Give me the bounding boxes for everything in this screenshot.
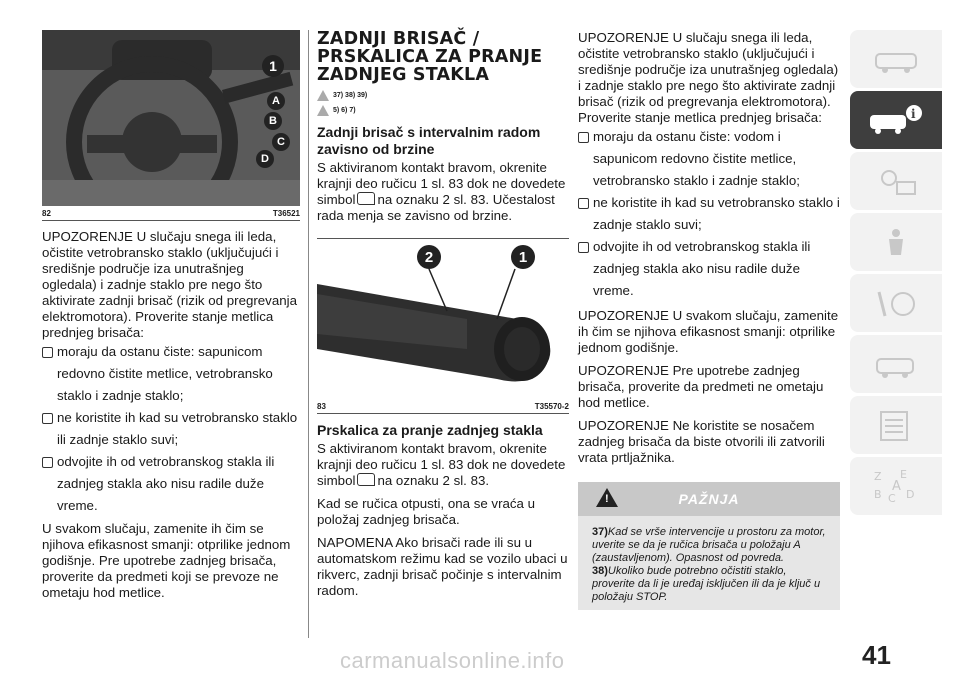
- tab-airbag-seat[interactable]: [850, 213, 942, 271]
- rear-wiper-symbol-icon: [357, 192, 375, 205]
- figure-82-marker-c: C: [272, 133, 290, 151]
- figure-82-code: T36521: [272, 209, 300, 218]
- svg-text:B: B: [874, 488, 882, 501]
- figure-83-code: T35570-2: [534, 402, 569, 411]
- right-list-item: ne koristite ih kad su vetrobransko staklo i zadnje staklo suvi;: [578, 192, 840, 236]
- svg-text:Z: Z: [874, 470, 882, 483]
- tab-warning-lights[interactable]: [850, 152, 942, 210]
- figure-82-steering-wheel-photo: [42, 30, 300, 206]
- left-outro-text: U svakom slučaju, zamenite ih čim se njihova efikasnost smanji: otprilike jednom godišnje. Pre upotrebe zadnjeg brisača, proverite da predmeti koji se prevoze ne ometaju hod metlice.: [42, 521, 291, 600]
- warning-triangle-icon: [317, 90, 329, 101]
- subheading-rear-washer: Prskalica za pranje zadnjeg stakla: [317, 422, 543, 438]
- left-list-item: odvojite ih od vetrobranskog stakla ili zadnjeg stakla ako nisu radile duže vreme.: [42, 451, 300, 517]
- left-column: [42, 30, 300, 601]
- tab-alphabet-index[interactable]: [850, 457, 942, 515]
- right-intro-text: UPOZORENJE U slučaju snega ili leda, očistite vetrobransko staklo (uključujući i središnje područje iza unutrašnjeg ogledala) i zadnje staklo pre nego što aktivirate zadnji brisač (rizik od pregrevanja elektromotora). Proverite stanje metlica prednjeg brisača:: [578, 30, 839, 125]
- figure-82-number: 82: [42, 209, 51, 218]
- right-list-item: moraju da ostanu čiste: vodom i sapunicom redovno čistite metlice, vetrobransko staklo i zadnje staklo;: [578, 126, 840, 192]
- warning-note-37: 37)Kad se vrše intervencije u prostoru za motor, uverite se da je ručica brisača u položaju A (zaustavljenom). Opasnost od povreda.: [592, 526, 826, 564]
- airbag-seat-icon: [871, 225, 921, 259]
- checkbox-bullet-icon: [578, 132, 589, 143]
- exclamation-triangle-icon: !: [596, 488, 618, 507]
- right-para-1: UPOZORENJE U svakom slučaju, zamenite ih čim se njihova efikasnost smanji: otprilike jednom godišnje.: [578, 308, 839, 355]
- steering-tools-icon: [871, 286, 921, 320]
- car-info-icon: [866, 103, 926, 137]
- alphabet-index-icon: [868, 466, 924, 506]
- checkbox-bullet-icon: [578, 242, 589, 253]
- left-list-item: ne koristite ih kad su vetrobransko staklo ili zadnje staklo suvi;: [42, 407, 300, 451]
- checkbox-bullet-icon: [42, 347, 53, 358]
- left-list-item: moraju da ostanu čiste: sapunicom redovno čistite metlice, vetrobransko staklo i zadnje staklo;: [42, 341, 300, 407]
- right-para-2: UPOZORENJE Pre upotrebe zadnjeg brisača, proverite da predmeti ne ometaju hod metlice.: [578, 363, 824, 410]
- note-text: NAPOMENA Ako brisači rade ili su u automatskom režimu kad se vozilo ubaci u rikverc, zadnji brisač počinje s intervalnim radom.: [317, 535, 568, 598]
- right-para-3: UPOZORENJE Ne koristite se nosačem zadnjeg brisača da biste otvorili ili zatvorili vrata prtljažnika.: [578, 418, 825, 465]
- figure-82-marker-d: D: [256, 150, 274, 168]
- figure-83-number: 83: [317, 402, 326, 411]
- svg-text:D: D: [906, 488, 915, 501]
- section-title: ZADNJI BRISAČ / PRSKALICA ZA PRANJE ZADNJEG STAKLA: [317, 29, 543, 85]
- middle-column: [317, 30, 569, 606]
- figure-82-marker-1: 1: [262, 55, 284, 77]
- specifications-icon: [871, 408, 921, 442]
- column-divider: [308, 30, 309, 638]
- figure-82-marker-a: A: [267, 92, 285, 110]
- tab-steering-tools[interactable]: [850, 274, 942, 332]
- figure-83-lever-photo: [317, 239, 569, 399]
- warning-note-38: 38)Ukoliko bude potrebno očistiti staklo, proverite da li je uređaj isključen ili da je ključ u položaju STOP.: [592, 565, 821, 603]
- right-column: [578, 30, 840, 610]
- right-list-item: odvojite ih od vetrobranskog stakla ili zadnjeg stakla ako nisu radile duže vreme.: [578, 236, 840, 302]
- rear-washer-symbol-icon: [357, 473, 375, 486]
- svg-text:C: C: [888, 492, 896, 505]
- intermittent-wiper-text: S aktiviranom kontakt bravom, okrenite krajnji deo ručicu 1 sl. 83 dok ne dovedete simbol na oznaku 2 sl. 83. Učestalost rada menja se zavisno od brzine.: [317, 160, 566, 223]
- left-intro-text: UPOZORENJE U slučaju snega ili leda, očistite vetrobransko staklo (uključujući i središnje područje iza unutrašnjeg ogledala) i zadnje staklo pre nego što aktivirate zadnji brisač (rizik od pregrevanja elektromotora). Proverite stanje metlica prednjeg brisača:: [42, 229, 297, 340]
- watermark: carmanualsonline.info: [340, 648, 565, 673]
- svg-text:E: E: [900, 468, 907, 481]
- checkbox-bullet-icon: [42, 413, 53, 424]
- warning-header: [578, 482, 840, 516]
- rear-washer-text: S aktiviranom kontakt bravom, okrenite krajnji deo ručicu 1 sl. 83 dok ne dovedete simbol na oznaku 2 sl. 83.: [317, 441, 566, 488]
- chapter-tabs: [850, 30, 945, 518]
- tab-car-info[interactable]: [850, 91, 942, 149]
- figure-83-caption: [317, 399, 569, 414]
- warning-lights-icon: [871, 164, 921, 198]
- warning-refs-2: 5) 6) 7): [317, 105, 569, 116]
- car-service-icon: [871, 347, 921, 381]
- checkbox-bullet-icon: [578, 198, 589, 209]
- tab-car-service[interactable]: [850, 335, 942, 393]
- figure-82-caption: [42, 206, 300, 221]
- figure-82-marker-b: B: [264, 112, 282, 130]
- car-dashboard-icon: [871, 44, 921, 74]
- figure-83-marker-2: 2: [417, 245, 441, 269]
- tab-specifications[interactable]: [850, 396, 942, 454]
- checkbox-bullet-icon: [42, 457, 53, 468]
- subheading-intermittent-wiper: Zadnji brisač s intervalnim radom zavisno od brzine: [317, 124, 541, 157]
- page-number: 41: [862, 640, 891, 670]
- figure-83-marker-1: 1: [511, 245, 535, 269]
- warning-refs-1: 37) 38) 39): [317, 90, 569, 101]
- svg-text:A: A: [892, 479, 901, 494]
- lever-return-text: Kad se ručica otpusti, ona se vraća u položaj zadnjeg brisača.: [317, 496, 536, 527]
- warning-label: PAŽNJA: [678, 491, 740, 507]
- steering-wheel-illustration: [42, 30, 300, 206]
- caution-triangle-icon: [317, 105, 329, 116]
- tab-dashboard[interactable]: [850, 30, 942, 88]
- svg-text:i: i: [911, 107, 916, 121]
- warning-body: [578, 516, 840, 610]
